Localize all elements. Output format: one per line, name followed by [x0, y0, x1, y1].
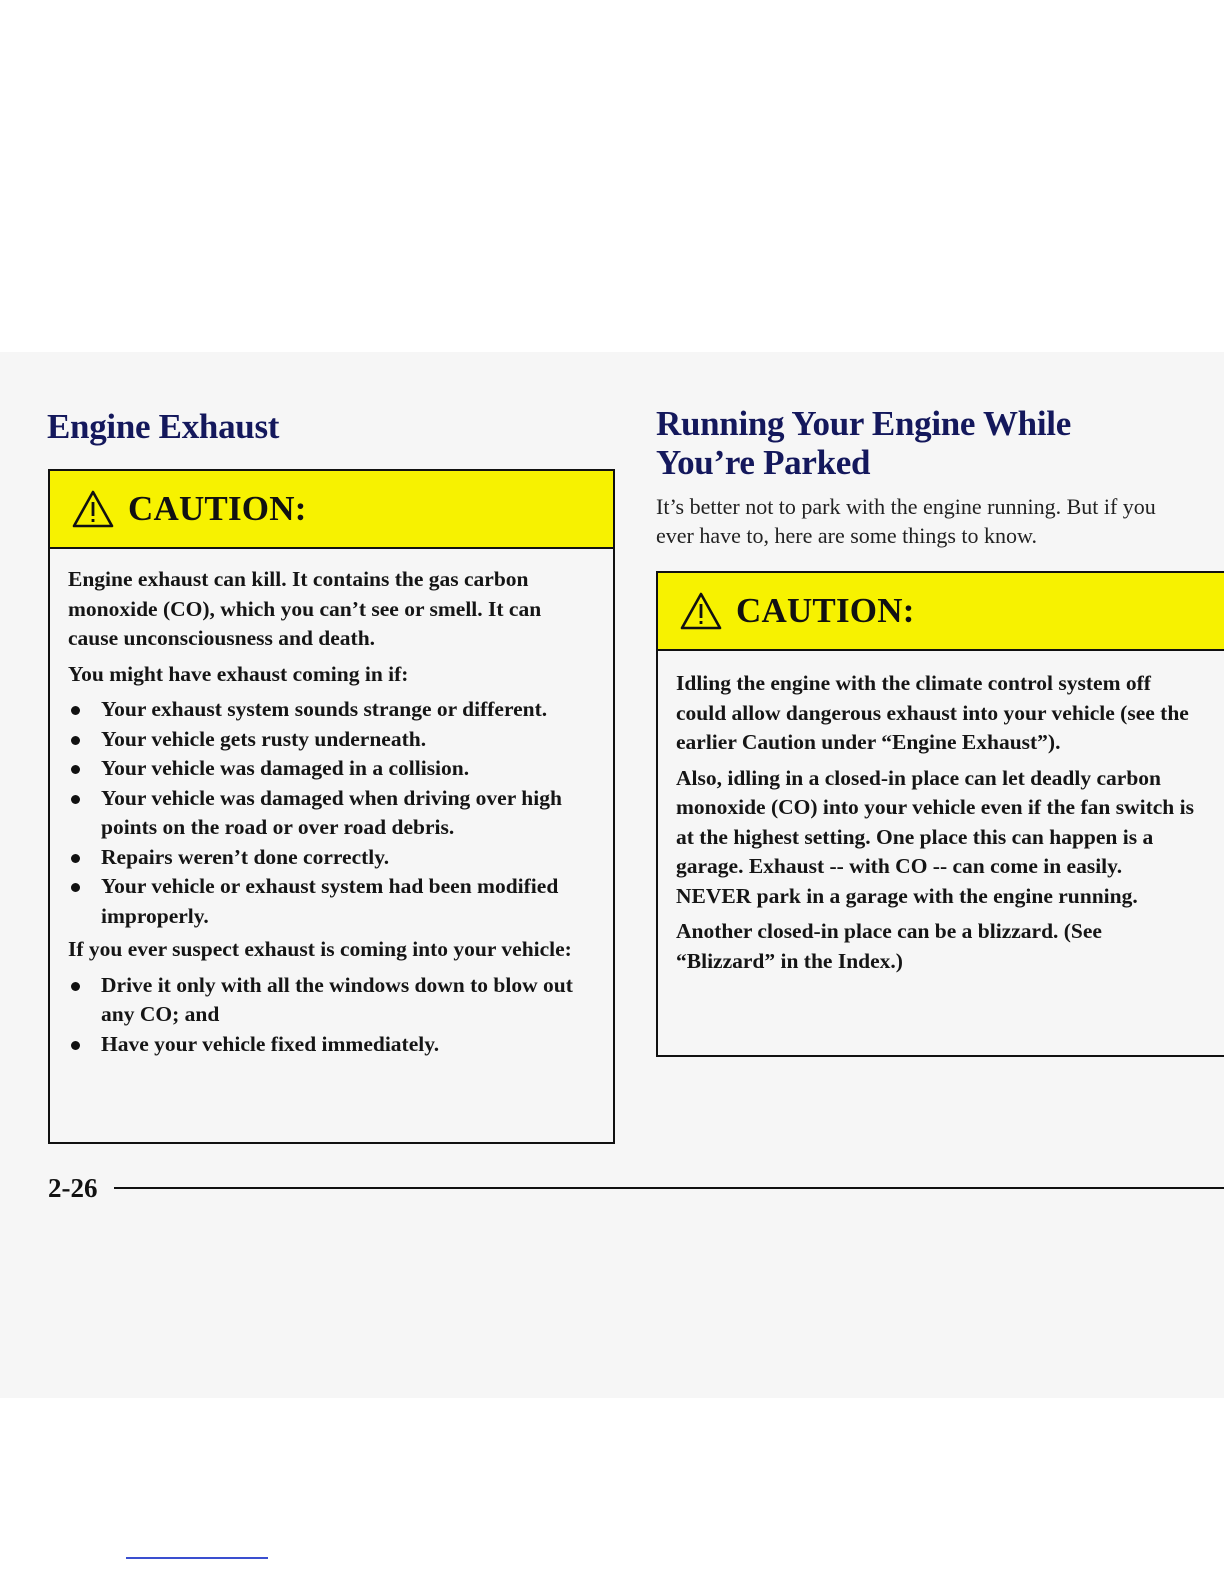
list-item: Drive it only with all the windows down to blow out any CO; and	[68, 971, 595, 1030]
list-item: Your vehicle gets rusty underneath.	[68, 725, 595, 755]
caution-header	[658, 573, 1224, 651]
caution-body	[50, 549, 613, 1059]
engine-exhaust-heading: Engine Exhaust	[47, 407, 280, 446]
caution-body	[658, 651, 1214, 976]
list-item: Your exhaust system sounds strange or different.	[68, 695, 595, 725]
caution-paragraph: If you ever suspect exhaust is coming into your vehicle:	[68, 937, 572, 961]
list-item: Your vehicle was damaged when driving over high points on the road or over road debris.	[68, 784, 595, 843]
intro-line: ever have to, here are some things to know.	[656, 523, 1038, 548]
warning-triangle-icon	[72, 490, 114, 528]
heading-line: You’re Parked	[656, 443, 871, 482]
parked-engine-caution-box	[656, 571, 1224, 1057]
exhaust-actions-list	[68, 971, 595, 1060]
caution-paragraph: Also, idling in a closed-in place can let deadly carbon monoxide (CO) into your vehicle even if the fan switch is at the highest setting. One place this can happen is a garage. Exhaust -- with CO -- can come in easily. NEVER park in a garage with the engine running.	[676, 765, 1194, 908]
caution-paragraph: Idling the engine with the climate control system off could allow dangerous exhaust into your vehicle (see the earlier Caution under “Engine Exhaust”).	[676, 671, 1189, 754]
running-engine-parked-heading	[656, 404, 1196, 482]
footer-rule	[114, 1187, 1224, 1189]
caution-paragraph: Engine exhaust can kill. It contains the gas carbon monoxide (CO), which you can’t see or smell. It can cause unconsciousness and death.	[68, 567, 542, 650]
bullet-icon	[71, 765, 80, 774]
bullet-icon	[71, 736, 80, 745]
intro-text	[656, 492, 1224, 550]
intro-line: It’s better not to park with the engine running. But if you	[656, 494, 1156, 519]
link-underline	[126, 1557, 268, 1559]
bullet-icon	[71, 706, 80, 715]
bullet-icon	[71, 795, 80, 804]
caution-paragraph: You might have exhaust coming in if:	[68, 661, 409, 686]
bullet-icon	[71, 1041, 80, 1050]
caution-label: CAUTION:	[128, 489, 307, 528]
page-number: 2-26	[48, 1173, 98, 1203]
heading-line: Running Your Engine While	[656, 404, 1071, 443]
caution-header	[50, 471, 613, 549]
caution-label: CAUTION:	[736, 591, 915, 630]
list-item: Your vehicle was damaged in a collision.	[68, 754, 595, 784]
list-item: Repairs weren’t done correctly.	[68, 843, 595, 873]
bullet-icon	[71, 982, 80, 991]
list-item: Have your vehicle fixed immediately.	[68, 1030, 595, 1060]
caution-paragraph: Another closed-in place can be a blizzard. (See “Blizzard” in the Index.)	[676, 919, 1102, 973]
engine-exhaust-caution-box	[48, 469, 615, 1144]
bullet-icon	[71, 854, 80, 863]
bullet-icon	[71, 883, 80, 892]
exhaust-signs-list	[68, 695, 595, 931]
warning-triangle-icon	[680, 592, 722, 630]
list-item: Your vehicle or exhaust system had been modified improperly.	[68, 872, 595, 931]
